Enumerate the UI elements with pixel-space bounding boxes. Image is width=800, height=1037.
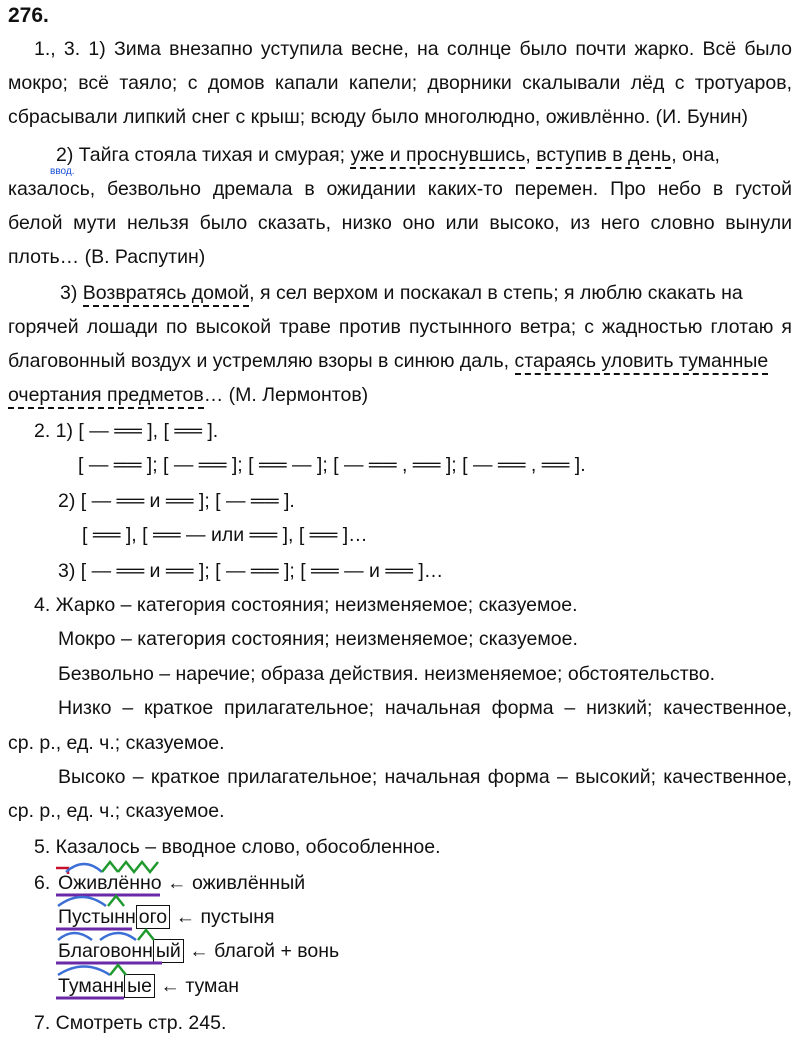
root-arc [100,933,136,940]
text-fragment: , она, [671,144,720,166]
morpheme-stem: Пустынн [58,906,136,928]
suffix-mark [138,930,154,940]
analysis-line: ср. р., ед. ч.; сказуемое. [8,732,225,754]
text-line: 1., 3. 1) Зима внезапно уступила весне, на солнце было почти жарко. Всё было [34,38,792,60]
section-number: 6. [34,872,51,894]
text-line: белой мути нельзя было сказать, низко оно или высоко, из него словно вынули [8,212,792,234]
sentence-scheme: [ — ══ ]; [ — ══ ]; [ ══ — ]; [ — ══ , ══ ]; [ — ══ , ══ ]. [78,454,586,476]
suffix-mark [108,896,124,906]
root-arc [58,897,106,906]
source-word: ← пустыня [170,906,275,928]
suffix-mark [102,862,118,872]
exercise-number: 276. [8,4,49,27]
text-fragment: 2) Тайга стояла тихая и смурая; [56,144,351,166]
analysis-line: ср. р., ед. ч.; сказуемое. [8,800,225,822]
sentence-scheme: 2. 1) [ — ══ ], [ ══ ]. [34,420,219,442]
participle-phrase: стараясь уловить туманные [515,350,769,375]
text-fragment: 3) [60,282,83,304]
text-line: мокро; всё таяло; с домов капали капели; дворники скалывали лёд с тротуаров, [8,72,792,94]
source-word: ← оживлённый [161,872,306,894]
source-word: ← туман [155,975,240,997]
analysis-line: 5. Казалось – вводное слово, обособленное. [34,836,441,858]
morpheme-word: Оживлённо [58,872,162,894]
text-fragment: , [525,144,537,166]
introductory-note: ввод. [50,166,75,177]
analysis-line: Низко – краткое прилагательное; начальная форма – низкий; качественное, [58,697,792,719]
source-word: ← благой + вонь [183,940,340,962]
text-fragment: … (М. Лермонтов) [203,384,369,406]
participle-phrase: Возвратясь домой [83,282,249,307]
footer-note: 7. Смотреть стр. 245. [34,1012,227,1034]
text-fragment: благовонный воздух и устремляю взоры в синюю даль, [8,350,515,372]
sentence-scheme: 3) [ — ══ и ══ ]; [ — ══ ]; [ ══ — и ══ ]… [58,560,444,582]
morpheme-ending: ого [136,905,170,929]
morpheme-ending: ые [124,974,155,998]
text-line: сбрасывали липкий снег с крыш; всюду было многолюдно, оживлённо. (И. Бунин) [8,106,749,128]
sentence-scheme: [ ══ ], [ ══ — или ══ ], [ ══ ]… [82,524,368,546]
analysis-line: Безвольно – наречие; образа действия. неизменяемое; обстоятельство. [58,663,716,685]
morpheme-stem: Туманн [58,975,125,997]
participle-phrase: уже и проснувшись [350,144,525,169]
analysis-line: Высоко – краткое прилагательное; начальная форма – высокий; качественное, [58,766,792,788]
root-arc [58,967,110,976]
text-line: плоть… (В. Распутин) [8,246,206,268]
suffix-mark [118,862,158,872]
text-line: горячей лошади по высокой траве против пустынного ветра; с жадностью глотаю я [8,316,792,338]
root-arc [58,933,92,940]
morpheme-stem: Благовонн [58,940,153,962]
morpheme-ending: ый [153,939,184,963]
analysis-line: 4. Жарко – категория состояния; неизменяемое; сказуемое. [34,594,578,616]
participle-phrase: вступив в день [536,144,671,169]
text-fragment: , я сел верхом и поскакал в степь; я люблю скакать на [249,282,743,304]
text-line: казалось, безвольно дремала в ожидании каких-то перемен. Про небо в густой [8,178,792,200]
suffix-mark [110,965,126,975]
analysis-line: Мокро – категория состояния; неизменяемое; сказуемое. [58,628,578,650]
sentence-scheme: 2) [ — ══ и ══ ]; [ — ══ ]. [58,490,295,512]
root-arc [66,864,102,872]
participle-phrase: очертания предметов [8,384,204,409]
